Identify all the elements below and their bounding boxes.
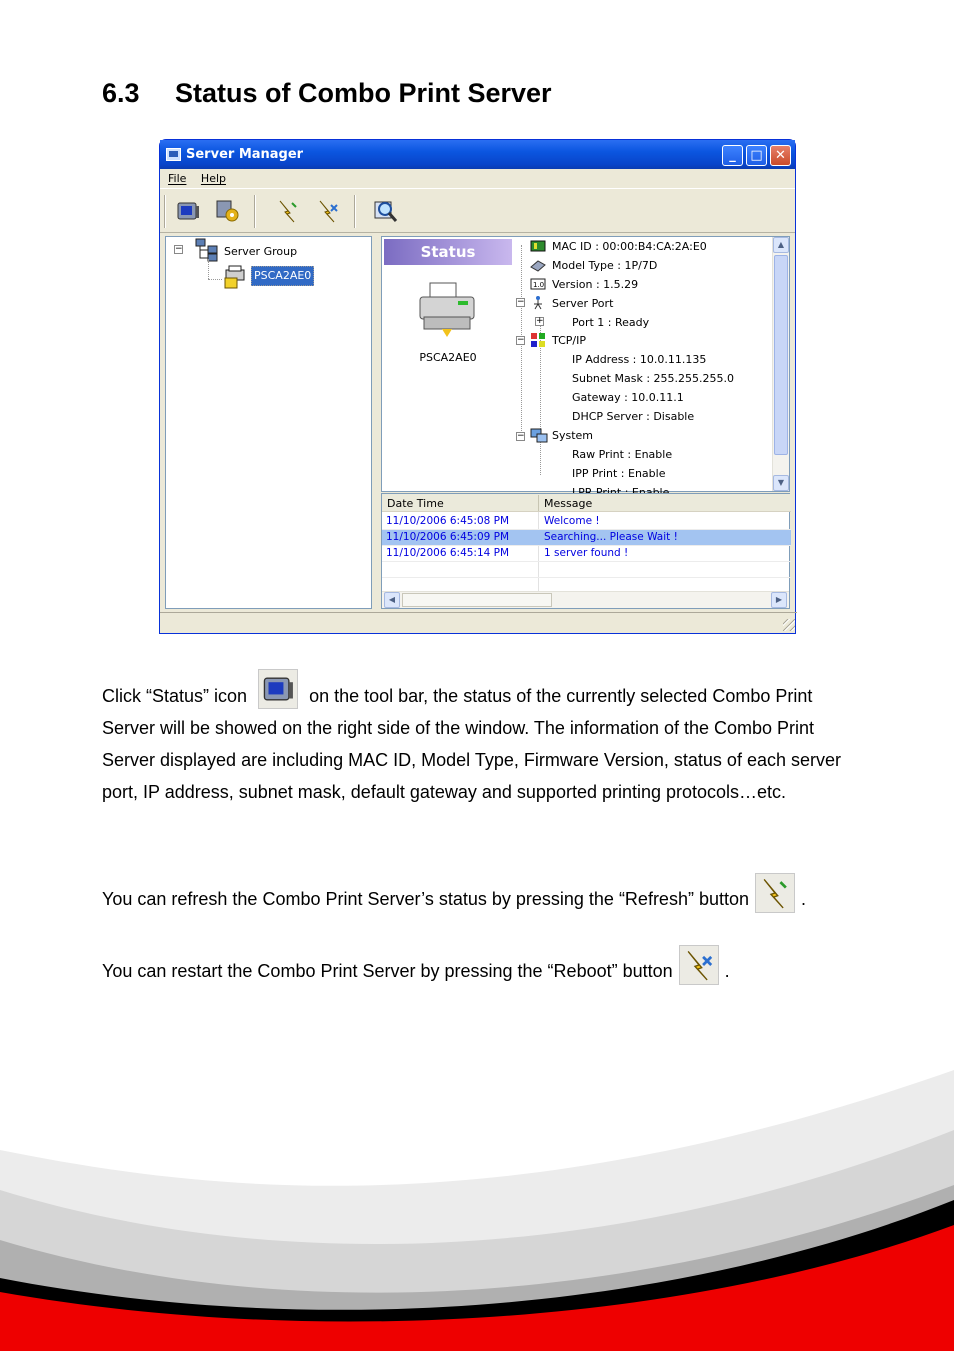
mac-id: MAC ID : 00:00:B4:CA:2A:E0	[552, 240, 707, 253]
server-port-icon	[530, 294, 546, 310]
p1-text-after: on the tool bar, the status of the currently selected Combo Print Server will be showed on the right side of the window. The information of the Combo Print Server displayed are including MAC ID, Model Type, Firmware Version, status of each server port, IP address, subnet mask, default gateway and supported printing protocols…etc.	[102, 686, 841, 802]
status-scrollbar[interactable]	[772, 237, 789, 491]
scroll-thumb[interactable]	[774, 255, 788, 455]
p2-text-before: You can refresh the Combo Print Server’s status by pressing the “Refresh” button	[102, 889, 749, 909]
system-toggle[interactable]: −	[517, 431, 525, 441]
log-header	[382, 494, 791, 512]
p3-text-before: You can restart the Combo Print Server by pressing the “Reboot” button	[102, 961, 673, 981]
server-group-icon	[194, 237, 220, 263]
col-datetime[interactable]: Date Time	[387, 497, 444, 510]
log-message: 1 server found !	[544, 547, 629, 559]
log-row[interactable]	[382, 514, 791, 530]
reboot-icon[interactable]	[314, 197, 342, 225]
dhcp-server: DHCP Server : Disable	[572, 410, 695, 423]
collapse-toggle[interactable]: −	[175, 244, 183, 254]
log-row-selected[interactable]	[382, 530, 791, 546]
firmware-version: Version : 1.5.29	[552, 278, 639, 291]
section-title: Status of Combo Print Server	[175, 78, 552, 108]
port1-status: Port 1 : Ready	[572, 316, 650, 329]
svg-text:1.0: 1.0	[533, 281, 545, 289]
column-divider[interactable]	[538, 495, 539, 511]
p3-text-after: .	[724, 961, 730, 981]
log-panel	[381, 493, 790, 609]
section-number: 6.3	[102, 78, 140, 108]
log-row-empty	[382, 562, 791, 578]
mac-icon	[530, 239, 546, 253]
search-icon[interactable]	[372, 197, 400, 225]
tcpip-label: TCP/IP	[552, 334, 586, 347]
ipp-print: IPP Print : Enable	[572, 467, 666, 480]
scroll-down-button[interactable]: ▼	[773, 475, 789, 491]
paragraph-reboot	[102, 955, 862, 987]
p2-text-after: .	[801, 889, 807, 909]
minimize-button[interactable]: _	[722, 145, 743, 166]
status-icon-inline	[258, 669, 298, 709]
section-heading	[102, 78, 552, 109]
server-manager-window	[159, 139, 796, 634]
server-port-toggle[interactable]: −	[517, 297, 525, 307]
log-datetime: 11/10/2006 6:45:08 PM	[386, 515, 510, 527]
device-name: PSCA2AE0	[419, 351, 477, 364]
resize-grip[interactable]	[783, 619, 795, 631]
raw-print: Raw Print : Enable	[572, 448, 673, 461]
maximize-button[interactable]: □	[746, 145, 767, 166]
paragraph-refresh	[102, 883, 862, 915]
footer-swoosh	[0, 1040, 954, 1351]
system-icon	[530, 427, 548, 443]
server-tree	[165, 236, 372, 609]
server-group-label[interactable]: Server Group	[224, 245, 298, 258]
ip-address: IP Address : 10.0.11.135	[572, 353, 707, 366]
system-label: System	[552, 429, 594, 442]
toolbar-separator-2	[354, 195, 356, 228]
tcpip-icon	[530, 332, 546, 348]
window-title: Server Manager	[186, 147, 304, 162]
server-item-selected[interactable]: PSCA2AE0	[251, 266, 314, 286]
status-info-tree	[382, 237, 774, 493]
gateway: Gateway : 10.0.11.1	[572, 391, 684, 404]
status-icon[interactable]	[174, 197, 202, 225]
model-type: Model Type : 1P/7D	[552, 259, 658, 272]
model-icon	[530, 258, 546, 272]
hscroll-thumb[interactable]	[402, 593, 552, 607]
scroll-right-button[interactable]: ▶	[771, 592, 787, 608]
toolbar-separator	[254, 195, 256, 228]
toolbar-grip	[164, 195, 166, 228]
tree-connector	[208, 259, 209, 279]
scroll-up-button[interactable]: ▲	[773, 237, 789, 253]
log-row[interactable]	[382, 546, 791, 562]
print-server-icon	[222, 264, 248, 290]
subnet-mask: Subnet Mask : 255.255.255.0	[572, 372, 734, 385]
tree-connector-h	[208, 279, 222, 280]
menu-help[interactable]: Help	[200, 172, 226, 185]
refresh-icon[interactable]	[274, 197, 302, 225]
version-icon	[530, 277, 546, 291]
log-hscrollbar[interactable]	[382, 591, 789, 608]
status-banner: Status	[384, 239, 512, 265]
refresh-icon-inline	[755, 873, 795, 913]
app-icon	[166, 148, 181, 161]
paragraph-status	[102, 680, 862, 808]
col-message[interactable]: Message	[544, 497, 593, 510]
reboot-icon-inline	[679, 945, 719, 985]
log-datetime: 11/10/2006 6:45:14 PM	[386, 547, 510, 559]
log-message: Searching... Please Wait !	[544, 531, 678, 543]
title-bar[interactable]	[160, 140, 795, 169]
setup-icon[interactable]	[214, 197, 242, 225]
menu-bar	[160, 169, 795, 189]
scroll-left-button[interactable]: ◀	[384, 592, 400, 608]
menu-file[interactable]: File	[168, 172, 187, 185]
close-button[interactable]: ✕	[770, 145, 791, 166]
log-message: Welcome !	[544, 515, 600, 527]
log-datetime: 11/10/2006 6:45:09 PM	[386, 531, 510, 543]
tcpip-toggle[interactable]: −	[517, 335, 525, 345]
status-bar	[160, 612, 797, 633]
server-port-label: Server Port	[552, 297, 614, 310]
toolbar	[160, 189, 795, 233]
p1-text-before: Click “Status” icon	[102, 686, 248, 706]
status-panel	[381, 236, 790, 492]
port1-toggle[interactable]: +	[536, 316, 544, 326]
